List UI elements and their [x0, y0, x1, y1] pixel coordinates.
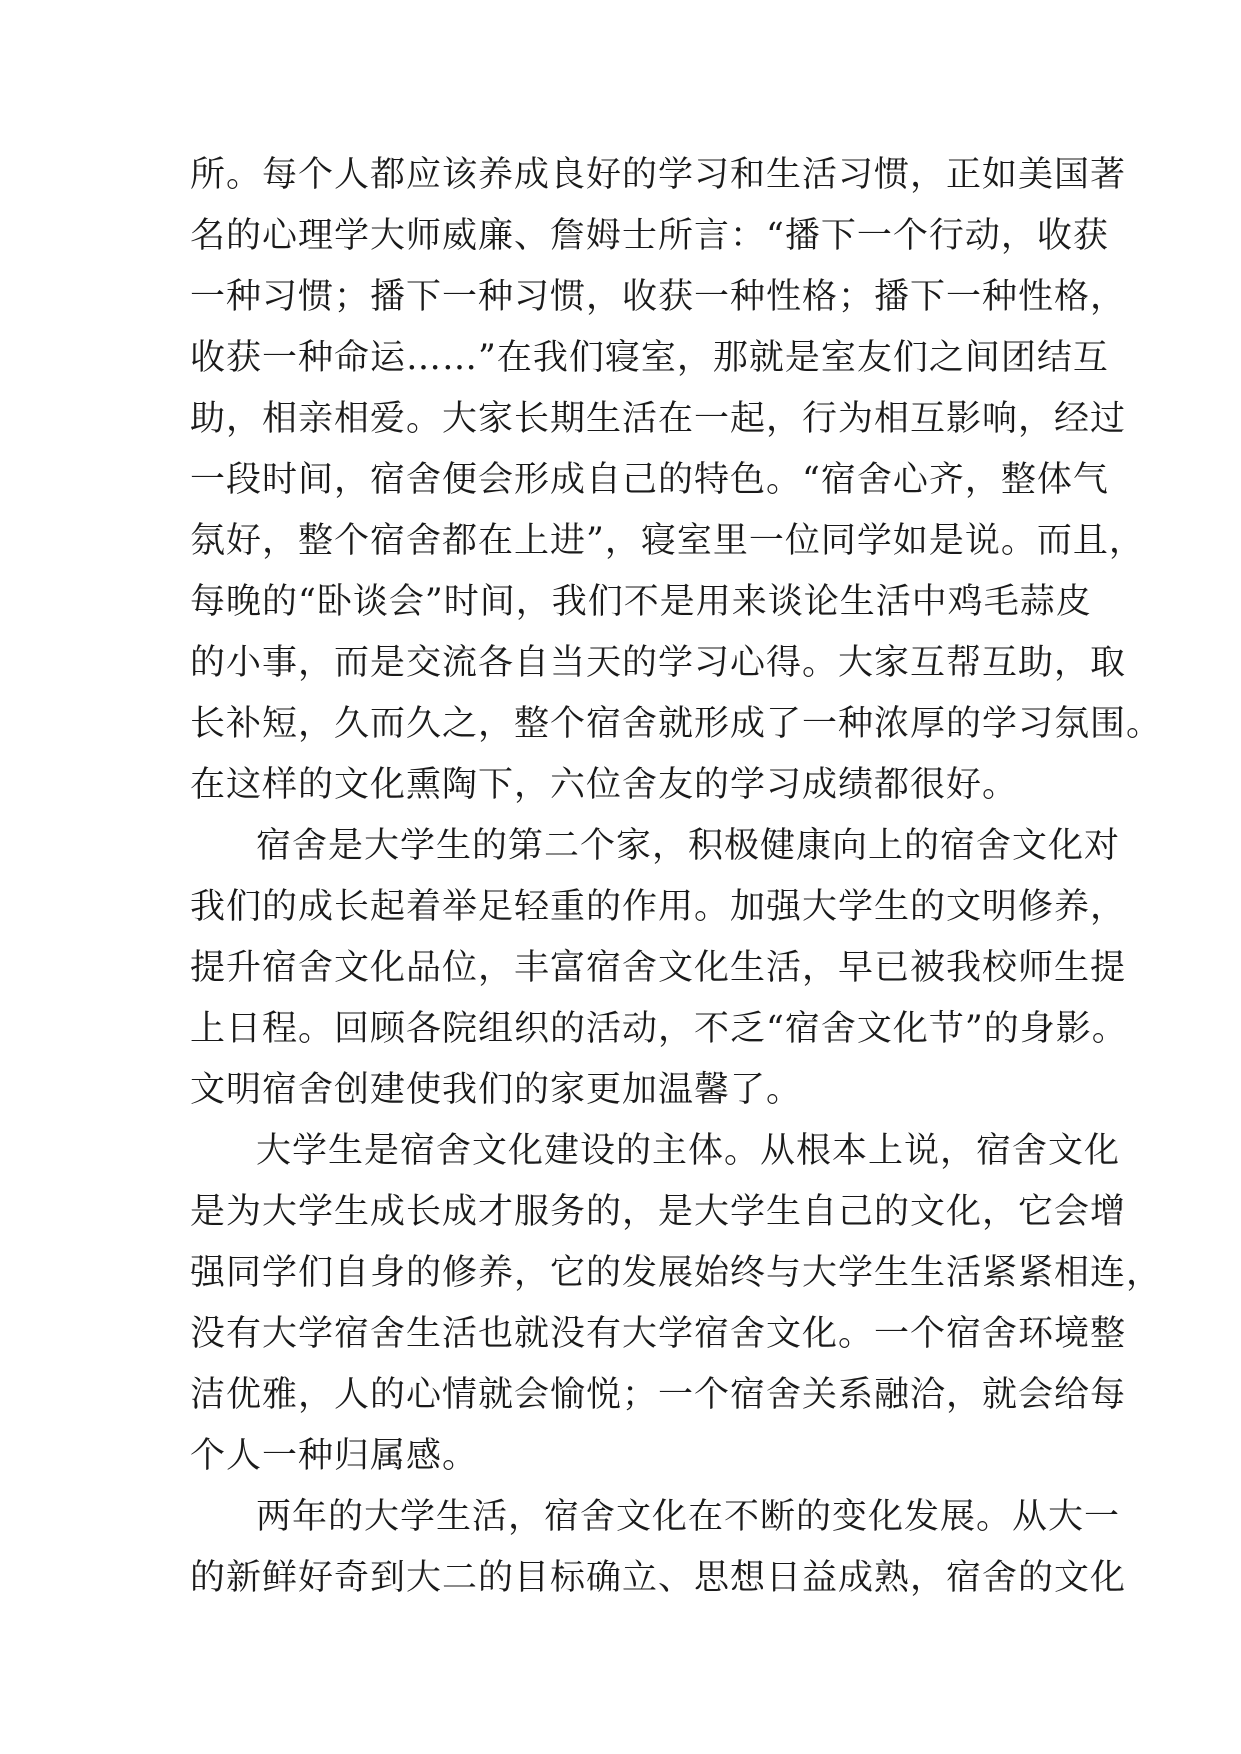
paragraph — [190, 1487, 1127, 1609]
text-line: 是为大学生成长成才服务的，是大学生自己的文化，它会增 — [190, 1192, 1127, 1232]
text-line: 长补短，久而久之，整个宿舍就形成了一种浓厚的学习氛围。 — [190, 704, 1163, 744]
text-line: 强同学们自身的修养，它的发展始终与大学生生活紧紧相连， — [190, 1253, 1163, 1293]
text-line: 的新鲜好奇到大二的目标确立、思想日益成熟，宿舍的文化 — [190, 1558, 1127, 1598]
paragraph — [190, 145, 1163, 816]
text-line: 每晚的“卧谈会”时间，我们不是用来谈论生活中鸡毛蒜皮 — [190, 582, 1092, 622]
paragraph — [190, 1121, 1163, 1487]
text-line: 收获一种命运……”在我们寝室，那就是室友们之间团结互 — [190, 338, 1109, 378]
text-line: 一种习惯；播下一种习惯，收获一种性格；播下一种性格， — [190, 277, 1127, 317]
text-line: 大学生是宿舍文化建设的主体。从根本上说，宿舍文化 — [256, 1131, 1121, 1171]
paragraph — [190, 816, 1128, 1121]
text-line: 个人一种归属感。 — [190, 1436, 479, 1476]
document-body — [190, 145, 1163, 1609]
text-line: 提升宿舍文化品位，丰富宿舍文化生活，早已被我校师生提 — [190, 948, 1127, 988]
text-line: 助，相亲相爱。大家长期生活在一起，行为相互影响，经过 — [190, 399, 1127, 439]
text-line: 宿舍是大学生的第二个家，积极健康向上的宿舍文化对 — [256, 826, 1121, 866]
text-line: 我们的成长起着举足轻重的作用。加强大学生的文明修养， — [190, 887, 1127, 927]
text-line: 的小事，而是交流各自当天的学习心得。大家互帮互助，取 — [190, 643, 1127, 683]
text-line: 文明宿舍创建使我们的家更加温馨了。 — [190, 1070, 803, 1110]
text-line: 氛好，整个宿舍都在上进”，寝室里一位同学如是说。而且， — [190, 521, 1145, 561]
text-line: 名的心理学大师威廉、詹姆士所言：“播下一个行动，收获 — [190, 216, 1109, 256]
text-line: 两年的大学生活，宿舍文化在不断的变化发展。从大一 — [256, 1497, 1121, 1537]
text-line: 在这样的文化熏陶下，六位舍友的学习成绩都很好。 — [190, 765, 1019, 805]
text-line: 一段时间，宿舍便会形成自己的特色。“宿舍心齐，整体气 — [190, 460, 1109, 500]
text-line: 上日程。回顾各院组织的活动，不乏“宿舍文化节”的身影。 — [190, 1009, 1128, 1049]
text-line: 没有大学宿舍生活也就没有大学宿舍文化。一个宿舍环境整 — [190, 1314, 1127, 1354]
text-line: 所。每个人都应该养成良好的学习和生活习惯，正如美国著 — [190, 155, 1127, 195]
text-line: 洁优雅，人的心情就会愉悦；一个宿舍关系融洽，就会给每 — [190, 1375, 1127, 1415]
